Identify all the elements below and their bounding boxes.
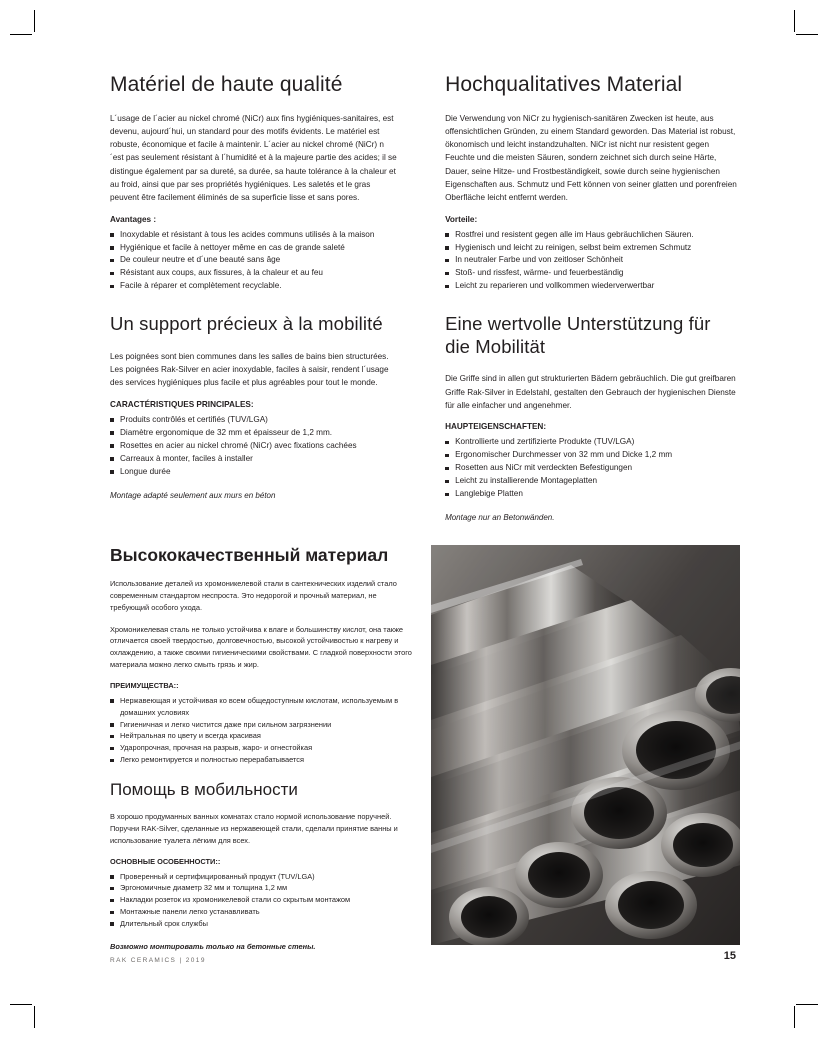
de-material-list-title: Vorteile: bbox=[445, 214, 478, 224]
list-item: Stoß- und rissfest, wärme- und feuerbeständig bbox=[445, 267, 740, 280]
fr-mobility-note: Montage adapté seulement aux murs en béton bbox=[110, 490, 276, 500]
list-item: Langlebige Platten bbox=[445, 488, 740, 501]
spacer bbox=[110, 293, 397, 313]
list-item: Leicht zu installierende Montageplatten bbox=[445, 475, 740, 488]
de-mobility-paragraph: Die Griffe sind in allen gut strukturierten Bädern gebräuchlich. Die gut greifbaren Griffe Rak-Silver in Edelstahl, gestalten den Gebrauch der hygienischen Dienste für alle einfacher und angenehmer. bbox=[445, 374, 736, 411]
ru-mobility-paragraph: В хорошо продуманных ванных комнатах стало нормой использование поручней. Поручни RAK-Silver, сделанные из нержавеющей стали, сделали принятие ванны и использование туалета лёгким для всех. bbox=[110, 811, 398, 845]
list-item: In neutraler Farbe und von zeitloser Schönheit bbox=[445, 254, 740, 267]
fr-mobility-bullets bbox=[110, 414, 397, 479]
list-item: Produits contrôlés et certifiés (TUV/LGA) bbox=[110, 414, 397, 427]
page-number: 15 bbox=[723, 950, 736, 962]
list-item: Rostfrei und resistent gegen alle im Haus gebräuchlichen Säuren. bbox=[445, 229, 740, 242]
ru-material-paragraph-2: Хромоникелевая сталь не только устойчива к влаге и большинству кислот, она также отличается своей твердостью, долговечностью, высокой устойчивостью к нагреву и охлаждению, а также своими гигиеническими свойствами. С гладкой поверхности этого материала можно легко смыть грязь и жир. bbox=[110, 624, 412, 670]
spacer bbox=[445, 293, 740, 313]
fr-material-heading: Matériel de haute qualité bbox=[110, 73, 343, 96]
ru-material-paragraph-1: Использование деталей из хромоникелевой стали в сантехнических изделий стало современным стандартом неспроста. Это недорогой и прочный материал, не требующий особого ухода. bbox=[110, 579, 397, 612]
ru-mobility-heading: Помощь в мобильности bbox=[110, 779, 298, 799]
list-item: Rosetten aus NiCr mit verdeckten Befestigungen bbox=[445, 462, 740, 475]
list-item: Diamètre ergonomique de 32 mm et épaisseur de 1,2 mm. bbox=[110, 427, 397, 440]
two-column-block bbox=[110, 72, 740, 522]
de-mobility-list-title: HAUPTEIGENSCHAFTEN: bbox=[445, 422, 547, 432]
crop-mark-top-right-v bbox=[794, 10, 795, 32]
list-item: Inoxydable et résistant à tous les acides communs utilisés à la maison bbox=[110, 229, 397, 242]
list-item: Hygiénique et facile à nettoyer même en cas de grande saleté bbox=[110, 242, 397, 255]
footer-brand: RAK CERAMICS | 2019 bbox=[110, 957, 206, 964]
de-mobility-heading: Eine wertvolle Unterstützung für die Mobilität bbox=[445, 313, 711, 357]
fr-material-paragraph: L´usage de l´acier au nickel chromé (NiCr) aux fins hygiéniques-sanitaires, est devenu, aujourd´hui, un standard pour des motifs évidents. Le matériel est robuste, économique et facile à maintenir. L´acier au nickel chromé (NiCr) n´est pas seulement résistant à l´humidité et à la majeure partie des acides; il se distingue également par sa dureté, sa durée, sa haute tolérance à la chaleur et au froid, ainsi que par ses propriétés hygiéniques. Les saletés et le gras peuvent être facilement éliminés de sa superficie lisse et sans pores. bbox=[110, 113, 397, 203]
ru-material-heading: Высококачественный материал bbox=[110, 545, 389, 565]
crop-mark-bottom-right-v bbox=[794, 1006, 795, 1028]
crop-mark-top-left-v bbox=[34, 10, 35, 32]
list-item: Ударопрочная, прочная на разрыв, жаро- и огнестойкая bbox=[110, 742, 415, 754]
list-item: Гигиеничная и легко чистится даже при сильном загрязнении bbox=[110, 719, 415, 731]
column-french bbox=[110, 72, 397, 522]
fr-mobility-list-title: CARACTÉRISTIQUES PRINCIPALES: bbox=[110, 399, 254, 409]
spacer bbox=[110, 766, 415, 780]
list-item: Leicht zu reparieren und vollkommen wiederverwertbar bbox=[445, 280, 740, 293]
column-german bbox=[445, 72, 740, 522]
list-item: Carreaux à monter, faciles à installer bbox=[110, 453, 397, 466]
list-item: De couleur neutre et d´une beauté sans âge bbox=[110, 254, 397, 267]
fr-mobility-heading: Un support précieux à la mobilité bbox=[110, 313, 383, 335]
ru-mobility-note: Возможно монтировать только на бетонные стены. bbox=[110, 941, 316, 951]
ru-material-bullets bbox=[110, 695, 415, 766]
list-item: Ergonomischer Durchmesser von 32 mm und Dicke 1,2 mm bbox=[445, 449, 740, 462]
upper-content bbox=[110, 72, 740, 522]
list-item: Нержавеющая и устойчивая ко всем общедоступным кислотам, используемым в домашних условиях bbox=[110, 695, 415, 719]
list-item: Проверенный и сертифицированный продукт (TUV/LGA) bbox=[110, 871, 415, 883]
fr-mobility-paragraph: Les poignées sont bien communes dans les salles de bains bien structurées. Les poignées Rak-Silver en acier inoxydable, faciles à saisir, rendent l´usage des services hygiéniques plus facile et plus agréables pour tout le monde. bbox=[110, 351, 389, 388]
list-item: Накладки розеток из хромоникелевой стали со скрытым монтажом bbox=[110, 894, 415, 906]
de-material-bullets bbox=[445, 229, 740, 294]
product-photo bbox=[431, 545, 741, 945]
de-material-paragraph: Die Verwendung von NiCr zu hygienisch-sanitären Zwecken ist heute, aus offensichtlichen Gründen, zu einem Standard geworden. Das Material ist robust, ökonomisch und leicht instandzuhalten. NiCr ist nicht nur resistent gegen Feuchte und die meisten Säuren, sondern zeichnet sich durch seine Härte, Dauer, seine Hitze- und Frostbeständigkeit, sowie durch seine hygienischen Eigenschaften aus. Schmutz und Fett können von seiner glatten und porenfreien Oberfläche leicht entfernt werden. bbox=[445, 113, 737, 203]
list-item: Легко ремонтируется и полностью перерабатывается bbox=[110, 754, 415, 766]
de-mobility-bullets bbox=[445, 436, 740, 501]
fr-material-bullets bbox=[110, 229, 397, 294]
list-item: Монтажные панели легко устанавливать bbox=[110, 906, 415, 918]
list-item: Kontrollierte und zertifizierte Produkte (TUV/LGA) bbox=[445, 436, 740, 449]
de-mobility-note: Montage nur an Betonwänden. bbox=[445, 513, 555, 523]
list-item: Hygienisch und leicht zu reinigen, selbst beim extremen Schmutz bbox=[445, 242, 740, 255]
ru-mobility-bullets bbox=[110, 871, 415, 930]
list-item: Длительный срок службы bbox=[110, 918, 415, 930]
ru-material-list-title: ПРЕИМУЩЕСТВА:: bbox=[110, 680, 179, 690]
fr-material-list-title: Avantages : bbox=[110, 214, 157, 224]
lower-content bbox=[110, 545, 740, 951]
list-item: Нейтральная по цвету и всегда красивая bbox=[110, 730, 415, 742]
list-item: Résistant aux coups, aux fissures, à la chaleur et au feu bbox=[110, 267, 397, 280]
ru-mobility-list-title: ОСНОВНЫЕ ОСОБЕННОСТИ:: bbox=[110, 856, 221, 866]
crop-mark-bottom-right-h bbox=[796, 1004, 818, 1005]
list-item: Rosettes en acier au nickel chromé (NiCr) avec fixations cachées bbox=[110, 440, 397, 453]
crop-mark-bottom-left-v bbox=[34, 1006, 35, 1028]
crop-mark-top-right-h bbox=[796, 34, 818, 35]
list-item: Longue durée bbox=[110, 466, 397, 479]
list-item: Эргономичные диаметр 32 мм и толщина 1,2 мм bbox=[110, 882, 415, 894]
crop-mark-top-left-h bbox=[10, 34, 32, 35]
list-item: Facile à réparer et complètement recyclable. bbox=[110, 280, 397, 293]
crop-mark-bottom-left-h bbox=[10, 1004, 32, 1005]
de-material-heading: Hochqualitatives Material bbox=[445, 73, 683, 96]
column-russian bbox=[110, 545, 415, 951]
